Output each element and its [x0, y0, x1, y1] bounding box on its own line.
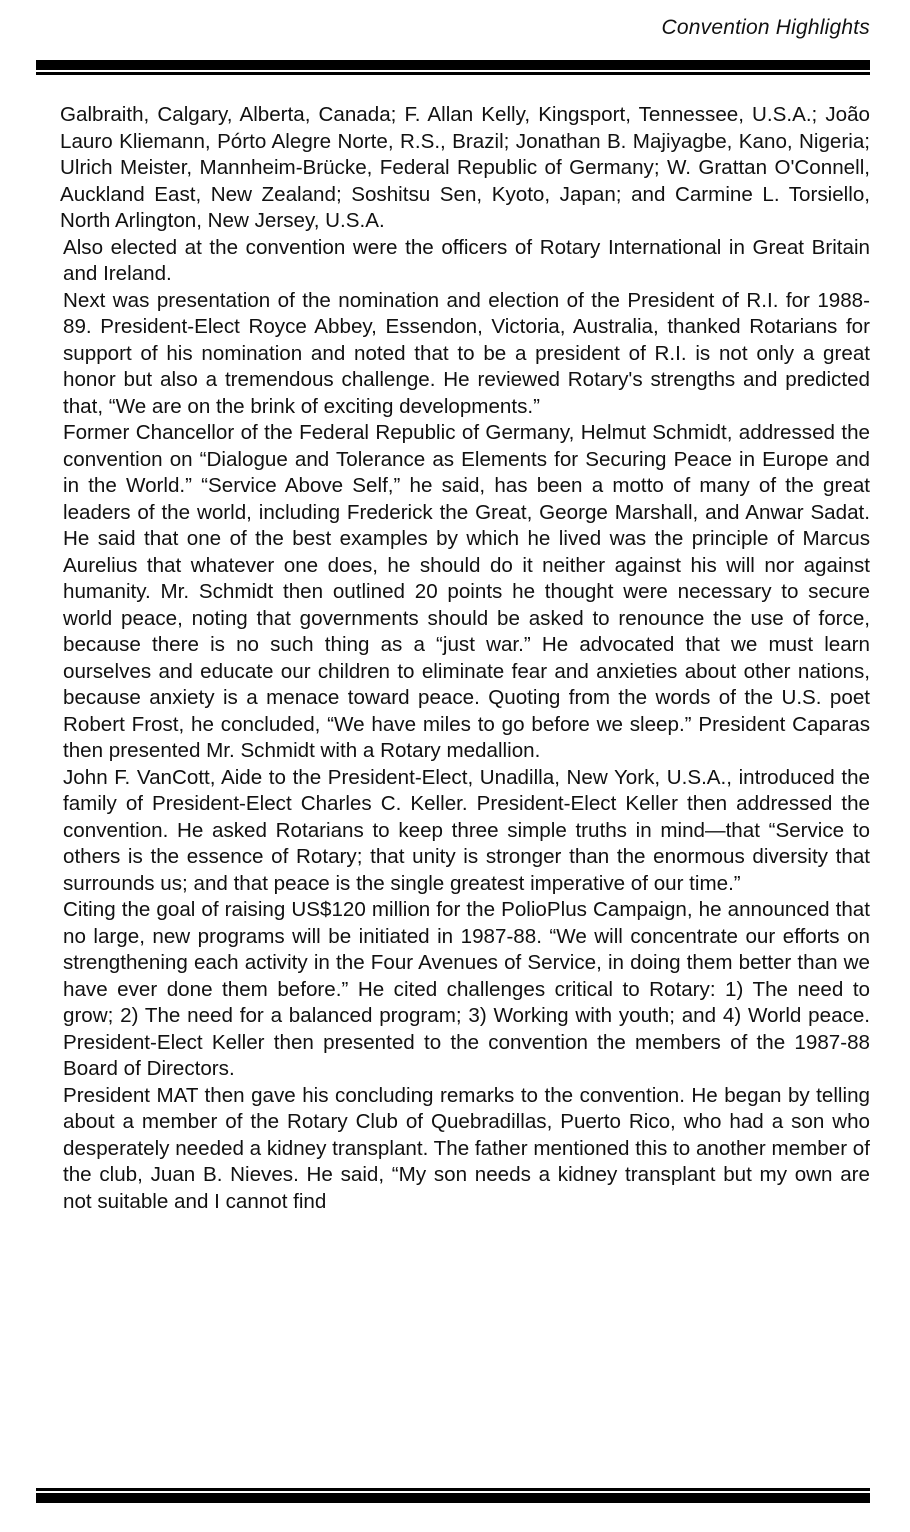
paragraph: Citing the goal of raising US$120 million for the PolioPlus Campaign, he announced that no large, new programs will be initiated in 1987-88. “We will concentrate our efforts on strengthening each activity in the Four Avenues of Service, in doing them better than we have ever done them before.” He cited challenges critical to Rotary: 1) The need to grow; 2) The need for a balanced program; 3) Working with youth; and 4) World peace. President-Elect Keller then presented to the convention the members of the 1987-88 Board of Directors. — [63, 898, 870, 1080]
paragraph: President MAT then gave his concluding remarks to the convention. He began by telling about a member of the Rotary Club of Quebradillas, Puerto Rico, who had a son who desperately needed a kidney transplant. The father mentioned this to another member of the club, Juan B. Nieves. He said, “My son needs a kidney transplant but my own are not suitable and I cannot find — [63, 1083, 870, 1213]
bottom-thin-rule — [36, 1488, 870, 1491]
top-thin-rule — [36, 72, 870, 75]
running-head: Convention Highlights — [661, 16, 870, 39]
paragraph: Also elected at the convention were the officers of Rotary International in Great Britain and Ireland. — [63, 235, 870, 285]
paragraph: Next was presentation of the nomination and election of the President of R.I. for 1988-89. President-Elect Royce Abbey, Essendon, Victoria, Australia, thanked Rotarians for support of his nomination and noted that to be a president of R.I. is not only a great honor but also a tremendous challenge. He reviewed Rotary's strengths and predicted that, “We are on the brink of exciting developments.” — [63, 288, 870, 418]
paragraph-continued: Galbraith, Calgary, Alberta, Canada; F. Allan Kelly, Kingsport, Tennessee, U.S.A.; João Lauro Kliemann, Pórto Alegre Norte, R.S., Brazil; Jonathan B. Majiyagbe, Kano, Nigeria; Ulrich Meister, Mannheim-Brücke, Federal Republic of Germany; W. Grattan O'Connell, Auckland East, New Zealand; Soshitsu Sen, Kyoto, Japan; and Carmine L. Torsiello, North Arlington, New Jersey, U.S.A. — [60, 103, 870, 232]
bottom-thick-rule — [36, 1493, 870, 1503]
top-thick-rule — [36, 60, 870, 70]
bottom-double-rule — [36, 1488, 870, 1504]
paragraph: Former Chancellor of the Federal Republic of Germany, Helmut Schmidt, addressed the convention on “Dialogue and Tolerance as Elements for Securing Peace in Europe and in the World.” “Service Above Self,” he said, has been a motto of many of the great leaders of the world, including Frederick the Great, George Marshall, and Anwar Sadat. He said that one of the best examples by which he lived was the principle of Marcus Aurelius that whatever one does, he should do it neither against his will nor against humanity. Mr. Schmidt then outlined 20 points he thought were necessary to secure world peace, noting that governments should be asked to renounce the use of force, because there is no such thing as a “just war.” He advocated that we must learn ourselves and educate our children to eliminate fear and anxieties about other nations, because anxiety is a menace toward peace. Quoting from the words of the U.S. poet Robert Frost, he concluded, “We have miles to go before we sleep.” President Caparas then presented Mr. Schmidt with a Rotary medallion. — [63, 421, 870, 762]
top-double-rule — [36, 60, 870, 76]
article-body — [60, 102, 870, 1215]
paragraph: John F. VanCott, Aide to the President-Elect, Unadilla, New York, U.S.A., introduced the family of President-Elect Charles C. Keller. President-Elect Keller then addressed the convention. He asked Rotarians to keep three simple truths in mind—that “Service to others is the essence of Rotary; that unity is stronger than the enormous diversity that surrounds us; and that peace is the single greatest imperative of our time.” — [63, 765, 870, 895]
